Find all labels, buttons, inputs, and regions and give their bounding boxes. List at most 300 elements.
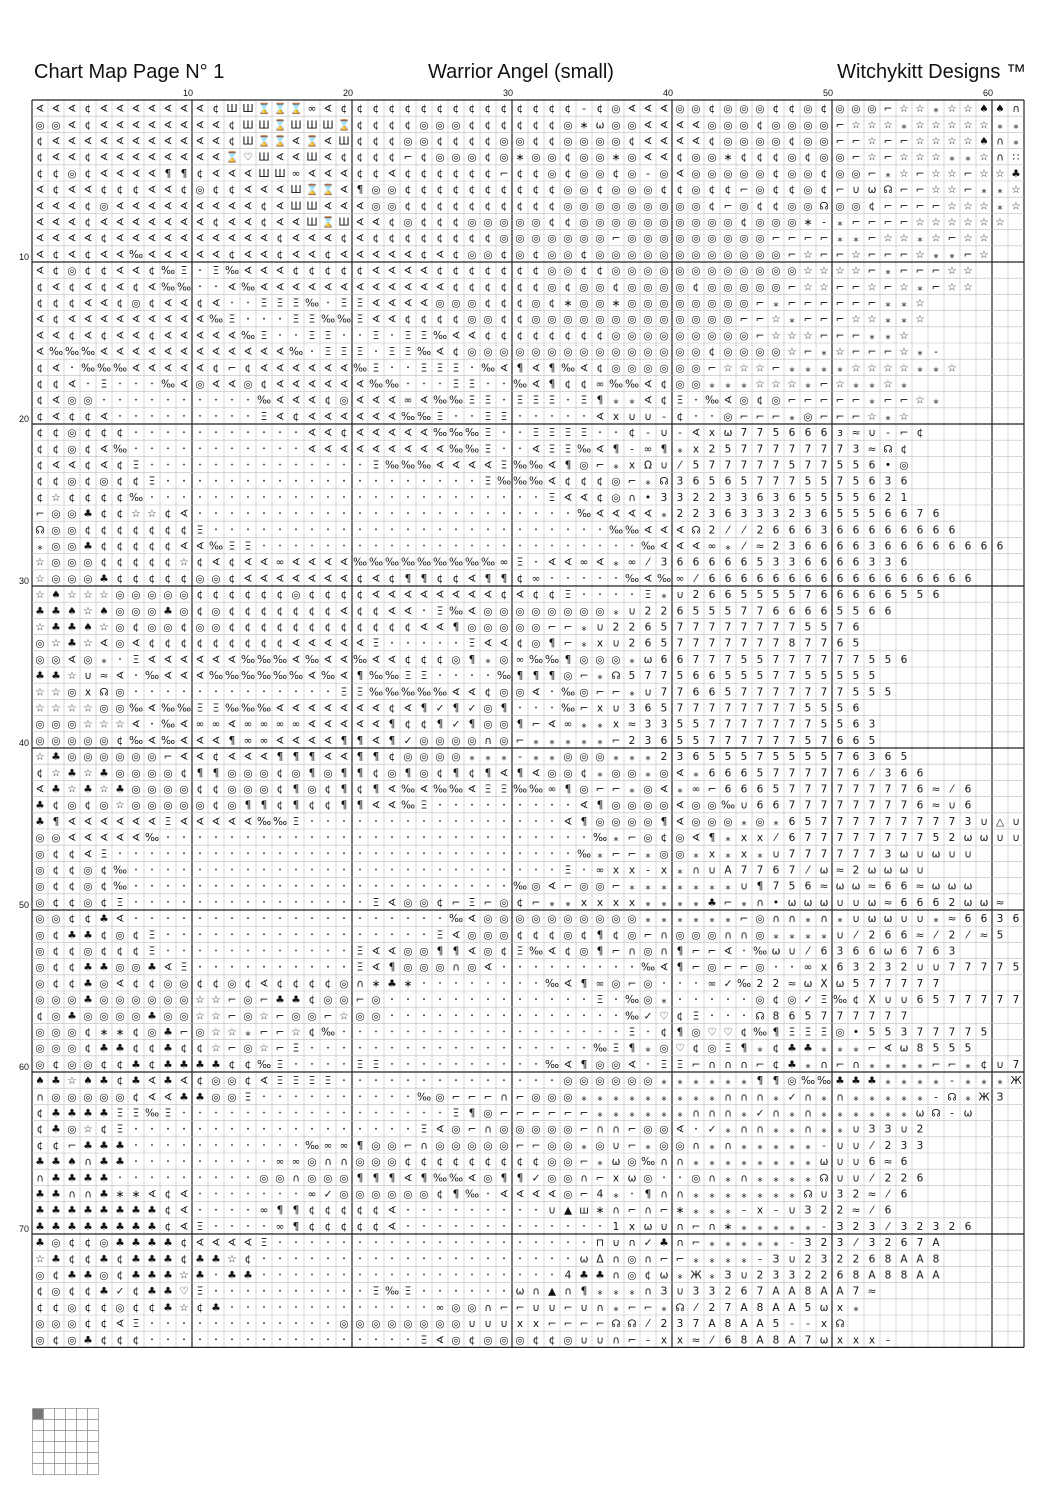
chart-cell-symbol: ¢ [180, 184, 188, 197]
chart-cell-symbol: ⁎ [901, 378, 907, 391]
chart-cell-symbol: ∢ [547, 556, 557, 569]
chart-cell-dot [295, 464, 297, 466]
chart-cell-symbol: ¶ [548, 378, 556, 391]
chart-cell-symbol: 7 [772, 670, 780, 683]
chart-cell-symbol: ⌐ [867, 216, 877, 229]
chart-cell-dot [439, 480, 441, 482]
chart-cell-symbol: ∩ [692, 1107, 700, 1120]
chart-cell-symbol: 7 [916, 815, 924, 828]
chart-cell-dot [327, 1257, 329, 1259]
chart-cell-symbol: ∢ [467, 605, 477, 618]
chart-cell-symbol: ∢ [291, 394, 301, 407]
chart-cell-symbol: ⌐ [851, 281, 861, 294]
chart-cell-symbol: ‰ [576, 508, 592, 521]
chart-cell-dot [183, 950, 185, 952]
chart-cell-symbol: 6 [740, 783, 748, 796]
chart-cell-symbol: ‰ [608, 524, 624, 537]
chart-cell-symbol: ♣ [147, 1237, 157, 1250]
chart-cell-symbol: ∢ [563, 491, 573, 504]
chart-cell-symbol: 6 [916, 572, 924, 585]
chart-symbols [35, 102, 1022, 1346]
chart-cell-dot [247, 1209, 249, 1211]
chart-cell-symbol: 7 [836, 621, 844, 634]
chart-cell-symbol: ω [867, 913, 877, 926]
chart-cell-symbol: ◎ [147, 767, 157, 780]
chart-cell-symbol: ⁎ [693, 880, 699, 893]
chart-cell-symbol: ¶ [452, 1188, 460, 1201]
chart-cell-symbol: 6 [772, 864, 780, 877]
chart-cell-symbol: ♣ [51, 1188, 61, 1201]
chart-cell-symbol: ⁎ [709, 1269, 715, 1282]
chart-cell-dot [151, 1338, 153, 1340]
chart-cell-symbol: ⌐ [899, 216, 909, 229]
chart-cell-dot [487, 885, 489, 887]
chart-cell-symbol: ∢ [211, 1237, 221, 1250]
chart-cell-symbol: ∢ [179, 1188, 189, 1201]
chart-cell-symbol: ∩ [708, 1220, 716, 1233]
chart-cell-dot [599, 966, 601, 968]
chart-cell-dot [247, 1176, 249, 1178]
chart-cell-symbol: ◎ [547, 1091, 557, 1104]
chart-cell-symbol: 2 [708, 443, 716, 456]
chart-cell-symbol: ∞ [675, 572, 685, 585]
chart-cell-dot [439, 1031, 441, 1033]
chart-cell-symbol: ◎ [387, 200, 397, 213]
chart-cell-symbol: ⁎ [725, 913, 731, 926]
chart-cell-symbol: ◎ [787, 167, 797, 180]
chart-cell-symbol: ◎ [819, 119, 829, 132]
chart-cell-symbol: 5 [852, 459, 860, 472]
chart-cell-symbol: 7 [692, 702, 700, 715]
chart-cell-symbol: ∢ [211, 346, 221, 359]
chart-cell-symbol: 5 [836, 459, 844, 472]
chart-cell-symbol: ω [611, 1156, 621, 1169]
chart-cell-symbol: ♣ [83, 1139, 93, 1152]
chart-cell-symbol: 7 [804, 767, 812, 780]
chart-cell-symbol: ◎ [707, 799, 717, 812]
chart-cell-symbol: ☊ [611, 670, 621, 683]
chart-cell-dot [439, 804, 441, 806]
chart-cell-symbol: 6 [884, 589, 892, 602]
chart-cell-symbol: ∢ [99, 135, 109, 148]
chart-cell-symbol: ♣ [115, 1042, 125, 1055]
chart-cell-symbol: ∢ [99, 297, 109, 310]
chart-cell-symbol: ∩ [660, 945, 668, 958]
row-number: 20 [18, 414, 29, 424]
chart-cell-symbol: ¢ [68, 880, 76, 893]
chart-cell-symbol: ◎ [547, 151, 557, 164]
chart-cell-symbol: ⁎ [869, 1058, 875, 1071]
chart-cell-symbol: ∢ [371, 313, 381, 326]
chart-cell-symbol: Ξ [356, 297, 364, 310]
chart-cell-symbol: ◎ [691, 378, 701, 391]
chart-cell-dot [231, 447, 233, 449]
chart-cell-dot [343, 334, 345, 336]
chart-cell-symbol: ¢ [324, 977, 332, 990]
chart-cell-symbol: ◎ [707, 815, 717, 828]
chart-cell-symbol: ⁎ [789, 313, 795, 326]
chart-cell-dot [199, 1176, 201, 1178]
chart-cell-dot [183, 1338, 185, 1340]
chart-cell-symbol: ◎ [691, 167, 701, 180]
chart-cell-symbol: ∢ [131, 718, 141, 731]
chart-cell-symbol: ✓ [787, 1091, 797, 1104]
chart-cell-symbol: ¢ [324, 394, 332, 407]
chart-cell-symbol: 7 [836, 475, 844, 488]
chart-cell-symbol: ◎ [563, 670, 573, 683]
chart-cell-symbol: ∢ [275, 734, 285, 747]
chart-cell-symbol: ◎ [723, 346, 733, 359]
chart-cell-symbol: 2 [692, 491, 700, 504]
chart-cell-symbol: ∩ [484, 734, 492, 747]
chart-cell-symbol: ☆ [883, 362, 893, 375]
chart-cell-symbol: ⁎ [917, 232, 923, 245]
chart-cell-symbol: ◎ [595, 232, 605, 245]
chart-cell-symbol: ∢ [195, 653, 205, 666]
chart-cell-dot [391, 496, 393, 498]
chart-cell-dot [551, 1031, 553, 1033]
chart-cell-dot [215, 917, 217, 919]
chart-cell-dot [215, 447, 217, 449]
chart-cell-symbol: ¢ [404, 200, 412, 213]
chart-cell-symbol: 5 [1012, 961, 1020, 974]
chart-cell-symbol: ☆ [83, 589, 93, 602]
chart-cell-symbol: ⁎ [917, 1058, 923, 1071]
page-map-cell [44, 1409, 55, 1420]
chart-cell-symbol: A [916, 1269, 924, 1282]
chart-cell-symbol: ¢ [148, 977, 156, 990]
chart-cell-symbol: ∢ [83, 232, 93, 245]
chart-cell-symbol: ¢ [500, 297, 508, 310]
chart-cell-dot [359, 1128, 361, 1130]
chart-cell-symbol: ◎ [803, 135, 813, 148]
chart-cell-symbol: Ξ [132, 1107, 140, 1120]
chart-cell-symbol: ¢ [532, 184, 540, 197]
chart-cell-symbol: ∢ [643, 135, 653, 148]
chart-cell-dot [471, 1031, 473, 1033]
chart-cell-symbol: ◎ [451, 734, 461, 747]
chart-cell-symbol: ∪ [900, 913, 908, 926]
chart-cell-symbol: ¢ [116, 1253, 124, 1266]
chart-cell-symbol: ∢ [67, 135, 77, 148]
chart-cell-symbol: 7 [740, 443, 748, 456]
chart-cell-dot [359, 820, 361, 822]
chart-cell-dot [231, 512, 233, 514]
chart-cell-symbol: ☆ [931, 119, 941, 132]
chart-cell-symbol: ◎ [499, 135, 509, 148]
chart-cell-symbol: ◎ [51, 1091, 61, 1104]
chart-cell-symbol: ∢ [99, 167, 109, 180]
chart-cell-symbol: ¢ [52, 961, 60, 974]
chart-cell-dot [391, 836, 393, 838]
chart-cell-symbol: 5 [932, 1042, 940, 1055]
chart-cell-symbol: ¢ [148, 1301, 156, 1314]
chart-cell-symbol: ∢ [67, 119, 77, 132]
chart-cell-symbol: ◎ [499, 346, 509, 359]
chart-cell-symbol: 7 [756, 864, 764, 877]
chart-cell-dot [119, 383, 121, 385]
chart-cell-symbol: ∞ [803, 961, 813, 974]
chart-cell-symbol: ◎ [35, 832, 45, 845]
chart-cell-symbol: ‰ [400, 783, 416, 796]
chart-cell-symbol: ⁎ [581, 734, 587, 747]
chart-cell-symbol: ⁎ [645, 767, 651, 780]
chart-cell-symbol: ◎ [355, 1188, 365, 1201]
chart-cell-dot [343, 869, 345, 871]
chart-cell-dot [567, 852, 569, 854]
chart-cell-symbol: ∢ [67, 313, 77, 326]
chart-cell-symbol: ¢ [212, 589, 220, 602]
chart-cell-symbol: ◎ [483, 605, 493, 618]
chart-cell-symbol: ◎ [659, 232, 669, 245]
chart-cell-symbol: A [708, 1318, 716, 1331]
chart-cell-symbol: ☆ [67, 589, 77, 602]
chart-cell-symbol: 7 [740, 718, 748, 731]
chart-cell-symbol: Ξ [356, 313, 364, 326]
chart-cell-symbol: ¢ [84, 524, 92, 537]
chart-cell-symbol: ¢ [276, 232, 284, 245]
chart-cell-dot [455, 1225, 457, 1227]
chart-cell-symbol: ¢ [772, 103, 780, 116]
chart-cell-symbol: ⌐ [627, 832, 637, 845]
chart-cell-symbol: ≈ [835, 864, 845, 877]
chart-cell-symbol: ¢ [116, 1075, 124, 1088]
chart-cell-symbol: ⌐ [515, 1139, 525, 1152]
chart-cell-symbol: ∢ [339, 443, 349, 456]
chart-cell-symbol: ∢ [531, 443, 541, 456]
chart-cell-symbol: ⁎ [677, 443, 683, 456]
chart-cell-dot [231, 950, 233, 952]
chart-cell-symbol: ∢ [307, 427, 317, 440]
chart-cell-symbol: ⌐ [707, 362, 717, 375]
chart-cell-symbol: Ξ [484, 394, 492, 407]
chart-cell-symbol: ¶ [340, 734, 348, 747]
chart-cell-symbol: ⁎ [821, 1091, 827, 1104]
chart-cell-symbol: 8 [724, 1318, 732, 1331]
chart-cell-symbol: x [820, 1318, 828, 1331]
chart-cell-symbol: • [644, 491, 652, 504]
chart-cell-symbol: ⁎ [645, 751, 651, 764]
chart-cell-symbol: ¢ [84, 151, 92, 164]
chart-cell-symbol: 7 [788, 653, 796, 666]
chart-cell-symbol: 5 [772, 1318, 780, 1331]
chart-cell-symbol: 7 [964, 1026, 972, 1039]
chart-cell-symbol: ⁎ [677, 1075, 683, 1088]
chart-cell-symbol: ⁎ [613, 1301, 619, 1314]
chart-cell-symbol: ◎ [115, 1301, 125, 1314]
chart-cell-symbol: 7 [868, 977, 876, 990]
chart-cell-symbol: 7 [756, 734, 764, 747]
chart-cell-dot [551, 1241, 553, 1243]
chart-cell-symbol: ◎ [675, 313, 685, 326]
chart-cell-symbol: ∢ [451, 929, 461, 942]
chart-cell-dot [231, 496, 233, 498]
chart-cell-symbol: ☆ [915, 216, 925, 229]
chart-cell-symbol: ¢ [500, 313, 508, 326]
chart-cell-dot [167, 1144, 169, 1146]
chart-cell-dot [183, 885, 185, 887]
chart-cell-symbol: ¢ [468, 184, 476, 197]
chart-cell-symbol: ¶ [404, 572, 412, 585]
chart-cell-symbol: ☆ [963, 103, 973, 116]
chart-cell-symbol: • [852, 1026, 860, 1039]
chart-cell-symbol: ¢ [468, 103, 476, 116]
chart-cell-symbol: 5 [884, 653, 892, 666]
chart-cell-dot [167, 1176, 169, 1178]
chart-cell-symbol: 7 [820, 459, 828, 472]
chart-cell-symbol: ⁎ [725, 540, 731, 553]
chart-cell-symbol: 6 [788, 832, 796, 845]
chart-cell-symbol: ◎ [627, 281, 637, 294]
chart-cell-symbol: ☆ [51, 702, 61, 715]
chart-cell-symbol: 3 [772, 491, 780, 504]
chart-cell-symbol: ♣ [147, 1285, 157, 1298]
chart-cell-symbol: ¢ [708, 346, 716, 359]
chart-cell-symbol: ⌐ [499, 167, 509, 180]
chart-cell-symbol: ∞ [339, 1139, 349, 1152]
chart-cell-symbol: ☆ [803, 265, 813, 278]
chart-cell-dot [583, 966, 585, 968]
chart-cell-symbol: 7 [772, 767, 780, 780]
chart-cell-symbol: ♣ [83, 977, 93, 990]
chart-cell-symbol: ∢ [387, 1204, 397, 1217]
chart-cell-symbol: 7 [708, 459, 716, 472]
chart-cell-symbol: ¢ [356, 1204, 364, 1217]
chart-cell-symbol: ◎ [563, 265, 573, 278]
chart-cell-symbol: ∢ [211, 200, 221, 213]
chart-cell-symbol: ¢ [36, 394, 44, 407]
chart-cell-dot [423, 836, 425, 838]
chart-cell-symbol: ¶ [260, 799, 268, 812]
chart-cell-symbol: ¢ [116, 459, 124, 472]
chart-cell-symbol: ⁄ [695, 1301, 697, 1314]
chart-cell-symbol: ¢ [52, 1269, 60, 1282]
chart-cell-dot [263, 1128, 265, 1130]
chart-cell-symbol: ◎ [211, 621, 221, 634]
chart-cell-symbol: ∢ [355, 443, 365, 456]
page-map-cell [66, 1420, 77, 1431]
chart-cell-symbol: ∢ [275, 151, 285, 164]
chart-cell-symbol: ◎ [547, 1139, 557, 1152]
chart-cell-symbol: ∪ [612, 702, 620, 715]
chart-cell-symbol: 3 [884, 767, 892, 780]
chart-cell-symbol: 7 [820, 799, 828, 812]
chart-cell-symbol: ◎ [595, 1058, 605, 1071]
chart-cell-symbol: A [756, 1334, 764, 1347]
chart-cell-symbol: ∪ [836, 929, 844, 942]
chart-cell-symbol: 7 [788, 670, 796, 683]
chart-cell-symbol: ♣ [195, 1091, 205, 1104]
chart-cell-dot [487, 674, 489, 676]
chart-cell-symbol: ¢ [500, 119, 508, 132]
chart-cell-dot [199, 885, 201, 887]
chart-cell-symbol: ∪ [660, 1220, 668, 1233]
chart-cell-symbol: ◎ [275, 1172, 285, 1185]
chart-cell-symbol: ¢ [452, 313, 460, 326]
chart-cell-symbol: ‰ [352, 362, 368, 375]
chart-cell-symbol: ¢ [644, 1269, 652, 1282]
chart-cell-symbol: ¢ [564, 378, 572, 391]
chart-cell-symbol: ∢ [131, 119, 141, 132]
chart-cell-dot [551, 1047, 553, 1049]
chart-cell-symbol: ¢ [164, 1220, 172, 1233]
chart-cell-dot [503, 820, 505, 822]
chart-cell-symbol: ♣ [99, 1172, 109, 1185]
chart-cell-symbol: 5 [804, 734, 812, 747]
chart-cell-dot [471, 366, 473, 368]
chart-cell-symbol: ◎ [179, 589, 189, 602]
chart-cell-symbol: ∢ [211, 151, 221, 164]
chart-cell-dot [583, 545, 585, 547]
chart-cell-symbol: ⁎ [693, 1188, 699, 1201]
chart-cell-symbol: 6 [692, 751, 700, 764]
chart-cell-symbol: 7 [740, 427, 748, 440]
chart-cell-symbol: ∢ [339, 200, 349, 213]
chart-cell-symbol: ♣ [99, 913, 109, 926]
chart-cell-symbol: ∞ [499, 556, 509, 569]
chart-cell-symbol: ◎ [611, 135, 621, 148]
chart-cell-dot [631, 1193, 633, 1195]
chart-cell-dot [151, 1160, 153, 1162]
chart-cell-symbol: ◎ [659, 329, 669, 342]
chart-cell-symbol: ◎ [99, 1269, 109, 1282]
chart-cell-dot [279, 933, 281, 935]
chart-cell-symbol: ∢ [163, 329, 173, 342]
chart-cell-symbol: ¢ [676, 184, 684, 197]
chart-cell-dot [183, 690, 185, 692]
chart-cell-symbol: ♣ [99, 572, 109, 585]
chart-cell-symbol: ∗ [515, 151, 525, 164]
chart-cell-symbol: ⁎ [725, 832, 731, 845]
chart-cell-symbol: ∢ [115, 313, 125, 326]
chart-cell-symbol: 7 [772, 443, 780, 456]
chart-cell-symbol: ◎ [659, 1123, 669, 1136]
chart-cell-symbol: Ш [258, 151, 270, 164]
chart-cell-symbol: 2 [836, 1253, 844, 1266]
chart-cell-symbol: ¢ [452, 281, 460, 294]
chart-cell-symbol: ♣ [35, 799, 45, 812]
chart-cell-symbol: 7 [788, 848, 796, 861]
chart-cell-symbol: ♣ [659, 1237, 669, 1250]
chart-cell-symbol: 6 [964, 913, 972, 926]
chart-cell-dot [167, 690, 169, 692]
chart-cell-symbol: ◎ [579, 232, 589, 245]
chart-cell-symbol: ¢ [404, 313, 412, 326]
chart-cell-symbol: ⁎ [949, 248, 955, 261]
chart-cell-dot [407, 1014, 409, 1016]
chart-cell-symbol: x [852, 1334, 860, 1347]
chart-cell-symbol: Ш [306, 119, 318, 132]
chart-cell-symbol: ¢ [180, 621, 188, 634]
chart-cell-dot [295, 528, 297, 530]
chart-cell-symbol: 5 [692, 734, 700, 747]
chart-cell-dot [295, 869, 297, 871]
chart-cell-symbol: ∢ [691, 427, 701, 440]
chart-cell-symbol: ◎ [419, 767, 429, 780]
chart-cell-symbol: ◎ [675, 232, 685, 245]
chart-cell-symbol: Ξ [356, 945, 364, 958]
chart-cell-symbol: 7 [724, 734, 732, 747]
chart-cell-symbol: ⌐ [739, 961, 749, 974]
chart-cell-symbol: ∩ [660, 1156, 668, 1169]
chart-cell-dot [535, 528, 537, 530]
chart-cell-symbol: ⁄ [967, 929, 969, 942]
chart-cell-symbol: ∢ [659, 783, 669, 796]
chart-cell-symbol: 6 [772, 524, 780, 537]
chart-cell-symbol: ‰ [592, 1042, 608, 1055]
chart-cell-symbol: ∪ [644, 686, 652, 699]
chart-cell-dot [215, 966, 217, 968]
